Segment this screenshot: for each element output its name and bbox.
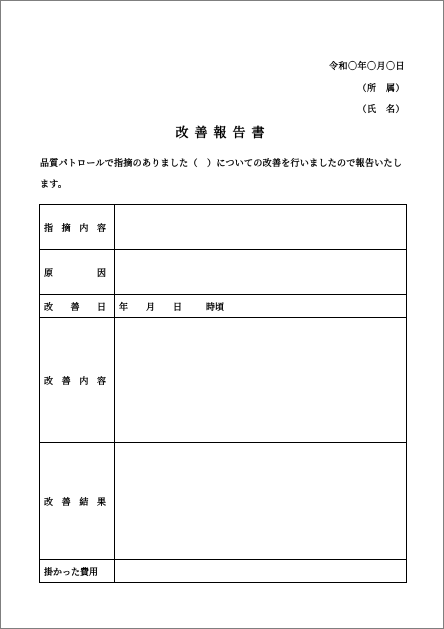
value-improvement-date[interactable] xyxy=(115,295,407,318)
date-day: 日 xyxy=(173,302,183,313)
label-cost: 掛かった費用 xyxy=(40,560,115,583)
report-table xyxy=(39,204,407,583)
table-row-improvement-date xyxy=(40,295,407,318)
value-improvement-content[interactable] xyxy=(115,318,407,443)
document-title: 改善報告書 xyxy=(175,126,271,141)
date-month: 月 xyxy=(146,302,156,313)
table-row-issue xyxy=(40,205,407,250)
label-cause: 原 因 xyxy=(40,250,115,295)
name-field: （氏 名） xyxy=(357,105,405,115)
table-row-improvement-content xyxy=(40,318,407,443)
report-date: 令和〇年〇月〇日 xyxy=(328,62,405,72)
label-issue: 指 摘 内 容 xyxy=(40,205,115,250)
table-row-improvement-result xyxy=(40,443,407,560)
label-improvement-content: 改 善 内 容 xyxy=(40,318,115,443)
value-issue[interactable] xyxy=(115,205,407,250)
affiliation-field: （所 属） xyxy=(357,84,405,94)
label-improvement-result: 改 善 結 果 xyxy=(40,443,115,560)
value-cost[interactable] xyxy=(115,560,407,583)
value-cause[interactable] xyxy=(115,250,407,295)
intro-text: 品質パトロールで指摘のありました（ ）についての改善を行いましたので報告いたします。 xyxy=(40,159,403,190)
table-row-cost xyxy=(40,560,407,583)
value-improvement-result[interactable] xyxy=(115,443,407,560)
date-time: 時頃 xyxy=(206,302,225,313)
table-row-cause xyxy=(40,250,407,295)
date-year: 年 xyxy=(119,302,129,313)
label-improvement-date: 改 善 日 xyxy=(40,295,115,318)
